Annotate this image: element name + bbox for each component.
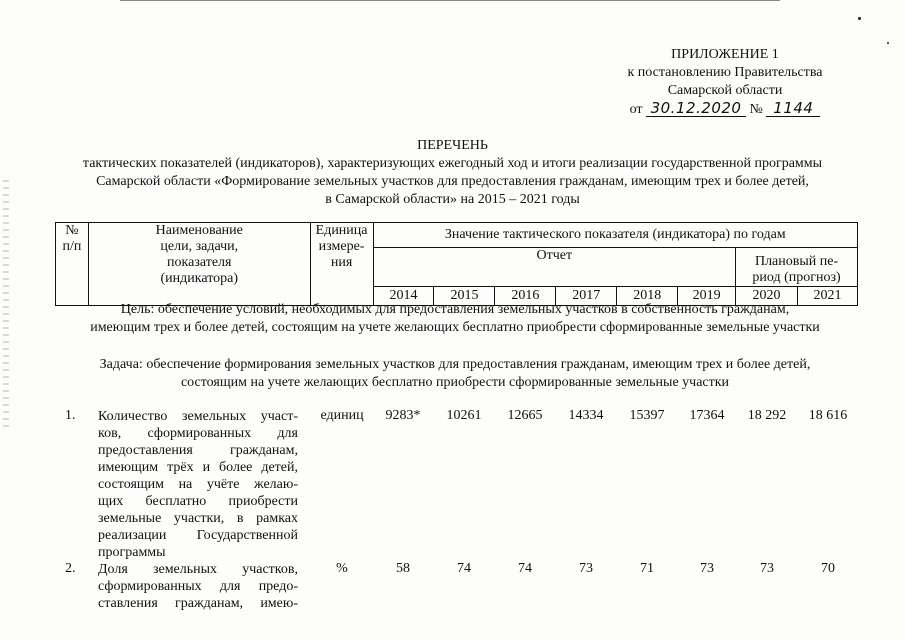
header-number: № п/п bbox=[56, 223, 89, 306]
scan-left-edge bbox=[3, 180, 9, 430]
year-cell: 2018 bbox=[617, 287, 678, 306]
title-line: Самарской области «Формирование земельных участков для предоставления гражданам, имеющим трех и более детей, bbox=[96, 174, 809, 189]
appendix-line: Самарской области bbox=[667, 83, 783, 98]
row-value: 73 bbox=[579, 561, 593, 576]
header-report: Отчет bbox=[373, 248, 736, 287]
decree-line bbox=[560, 100, 890, 119]
row-value: 74 bbox=[518, 561, 532, 576]
row-value: 73 bbox=[700, 561, 714, 576]
header-name: Наименование цели, задачи, показателя (индикатора) bbox=[88, 223, 310, 306]
task-text: Задача: обеспечение формирования земельных участков для предоставления гражданам, имеющим трех и более детей, состоящим на учете желающих бесплатно приобрести сформированные земельные участки bbox=[99, 357, 811, 390]
year-cell: 2020 bbox=[736, 287, 798, 306]
year-cell: 2015 bbox=[434, 287, 495, 306]
decree-date: 30.12.2020 bbox=[646, 100, 746, 117]
year-cell: 2017 bbox=[556, 287, 617, 306]
year-cell: 2016 bbox=[495, 287, 556, 306]
appendix-line: к постановлению Правительства bbox=[627, 65, 823, 80]
appendix-block bbox=[560, 46, 890, 119]
row-unit: единиц bbox=[320, 408, 364, 423]
row-value: 18 616 bbox=[808, 408, 848, 423]
goal-text: Цель: обеспечение условий, необходимых для предоставления земельных участков в собственность гражданам, имеющим трех и более детей, состоящим на учете желающих бесплатно приобрести сформированные земельные участки bbox=[90, 302, 820, 335]
year-cell: 2014 bbox=[373, 287, 434, 306]
row-value: 15397 bbox=[629, 408, 665, 423]
scan-speck bbox=[858, 17, 861, 20]
document-title bbox=[0, 137, 905, 209]
row-value: 58 bbox=[396, 561, 410, 576]
row-value: 71 bbox=[640, 561, 654, 576]
row-value: 70 bbox=[821, 561, 835, 576]
title-line: тактических показателей (индикаторов), характеризующих ежегодный ход и итоги реализации государственной программы bbox=[82, 156, 823, 171]
row-value: 12665 bbox=[507, 408, 543, 423]
decree-number-label: № bbox=[749, 102, 763, 117]
row-value: 73 bbox=[760, 561, 774, 576]
row-indicator-name: Доля земельных участков, сформированных для предо- ставления гражданам, имею- bbox=[98, 562, 298, 611]
scan-speck bbox=[887, 42, 889, 44]
year-cell: 2021 bbox=[798, 287, 858, 306]
appendix-title: ПРИЛОЖЕНИЕ 1 bbox=[671, 47, 779, 62]
header-plan: Плановый пе- риод (прогноз) bbox=[736, 248, 858, 287]
indicators-table-header bbox=[55, 222, 858, 306]
header-unit: Единица измере- ния bbox=[310, 223, 373, 306]
row-indicator-name: Количество земельных участ- ков, сформированных для предоставления гражданам, имеющим трёх и более детей, состоящим на учёте желаю- щих бесплатно приобрести земельные участки, в рамках реализации Государственной программы bbox=[98, 409, 298, 560]
row-value: 18 292 bbox=[747, 408, 787, 423]
row-value: 9283* bbox=[385, 408, 421, 423]
row-value: 10261 bbox=[446, 408, 482, 423]
title-line: в Самарской области» на 2015 – 2021 годы bbox=[325, 192, 580, 207]
row-value: 17364 bbox=[689, 408, 725, 423]
row-number: 2. bbox=[65, 561, 76, 576]
decree-from-label: от bbox=[629, 102, 643, 117]
row-unit: % bbox=[336, 561, 348, 576]
header-values: Значение тактического показателя (индикатора) по годам bbox=[373, 223, 857, 248]
scan-top-rule bbox=[120, 0, 780, 1]
year-cell: 2019 bbox=[678, 287, 736, 306]
title-heading: ПЕРЕЧЕНЬ bbox=[417, 138, 488, 153]
row-value: 14334 bbox=[568, 408, 604, 423]
row-value: 74 bbox=[457, 561, 471, 576]
decree-number: 1144 bbox=[766, 100, 820, 117]
row-number: 1. bbox=[65, 408, 76, 423]
